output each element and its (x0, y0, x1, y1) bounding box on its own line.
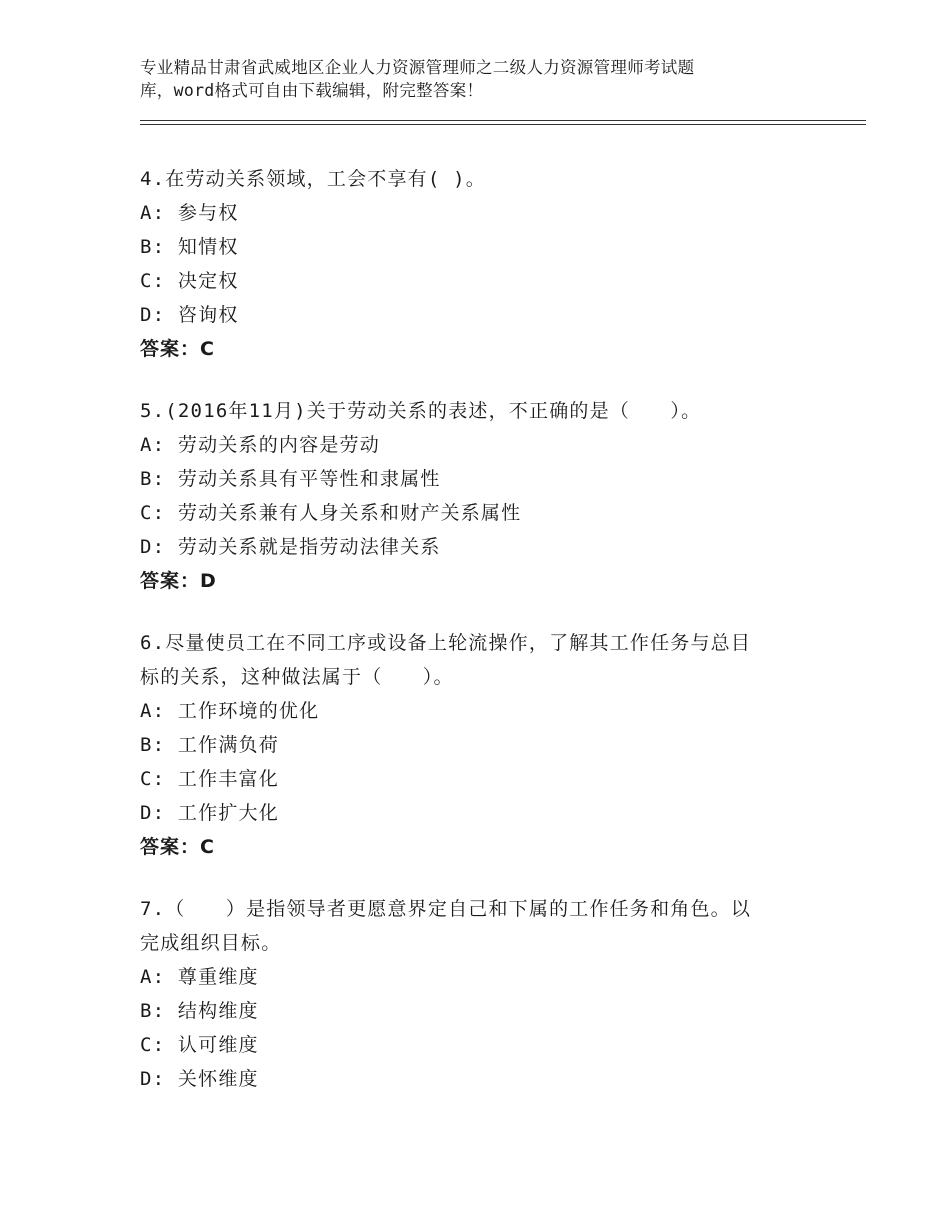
option-d: D: 咨询权 (140, 304, 239, 326)
header-line-1: 专业精品甘肃省武威地区企业人力资源管理师之二级人力资源管理师考试题 (140, 58, 695, 77)
answer-label: 答案：C (140, 338, 215, 360)
option-c: C: 工作丰富化 (140, 768, 279, 790)
question-7 (140, 892, 800, 1096)
option-d: D: 工作扩大化 (140, 802, 279, 824)
option-c: C: 决定权 (140, 270, 239, 292)
option-c: C: 劳动关系兼有人身关系和财产关系属性 (140, 502, 522, 524)
question-stem: 4.在劳动关系领域，工会不享有( )。 (140, 168, 486, 190)
header-line-2: 库，word格式可自由下载编辑，附完整答案！ (140, 81, 484, 100)
option-c: C: 认可维度 (140, 1034, 259, 1056)
answer-label: 答案：C (140, 836, 215, 858)
question-5 (140, 394, 800, 598)
answer-label: 答案：D (140, 570, 217, 592)
option-b: B: 劳动关系具有平等性和隶属性 (140, 468, 441, 490)
option-b: B: 工作满负荷 (140, 734, 279, 756)
question-stem-line-2: 完成组织目标。 (140, 932, 282, 954)
question-4 (140, 162, 800, 366)
option-b: B: 知情权 (140, 236, 239, 258)
header-divider (140, 120, 866, 125)
option-b: B: 结构维度 (140, 1000, 259, 1022)
option-a: A: 参与权 (140, 202, 239, 224)
question-stem-line-1: 6.尽量使员工在不同工序或设备上轮流操作，了解其工作任务与总目 (140, 632, 752, 654)
question-6 (140, 626, 800, 864)
option-a: A: 劳动关系的内容是劳动 (140, 434, 380, 456)
question-stem-line-1: 7.（ ）是指领导者更愿意界定自己和下属的工作任务和角色。以 (140, 898, 752, 920)
option-a: A: 尊重维度 (140, 966, 259, 988)
question-list (140, 162, 800, 1124)
option-d: D: 关怀维度 (140, 1068, 259, 1090)
option-d: D: 劳动关系就是指劳动法律关系 (140, 536, 441, 558)
question-stem-line-2: 标的关系，这种做法属于（ ）。 (140, 666, 454, 688)
option-a: A: 工作环境的优化 (140, 700, 320, 722)
document-header (140, 56, 780, 102)
question-stem: 5.(2016年11月)关于劳动关系的表述，不正确的是（ ）。 (140, 400, 702, 422)
